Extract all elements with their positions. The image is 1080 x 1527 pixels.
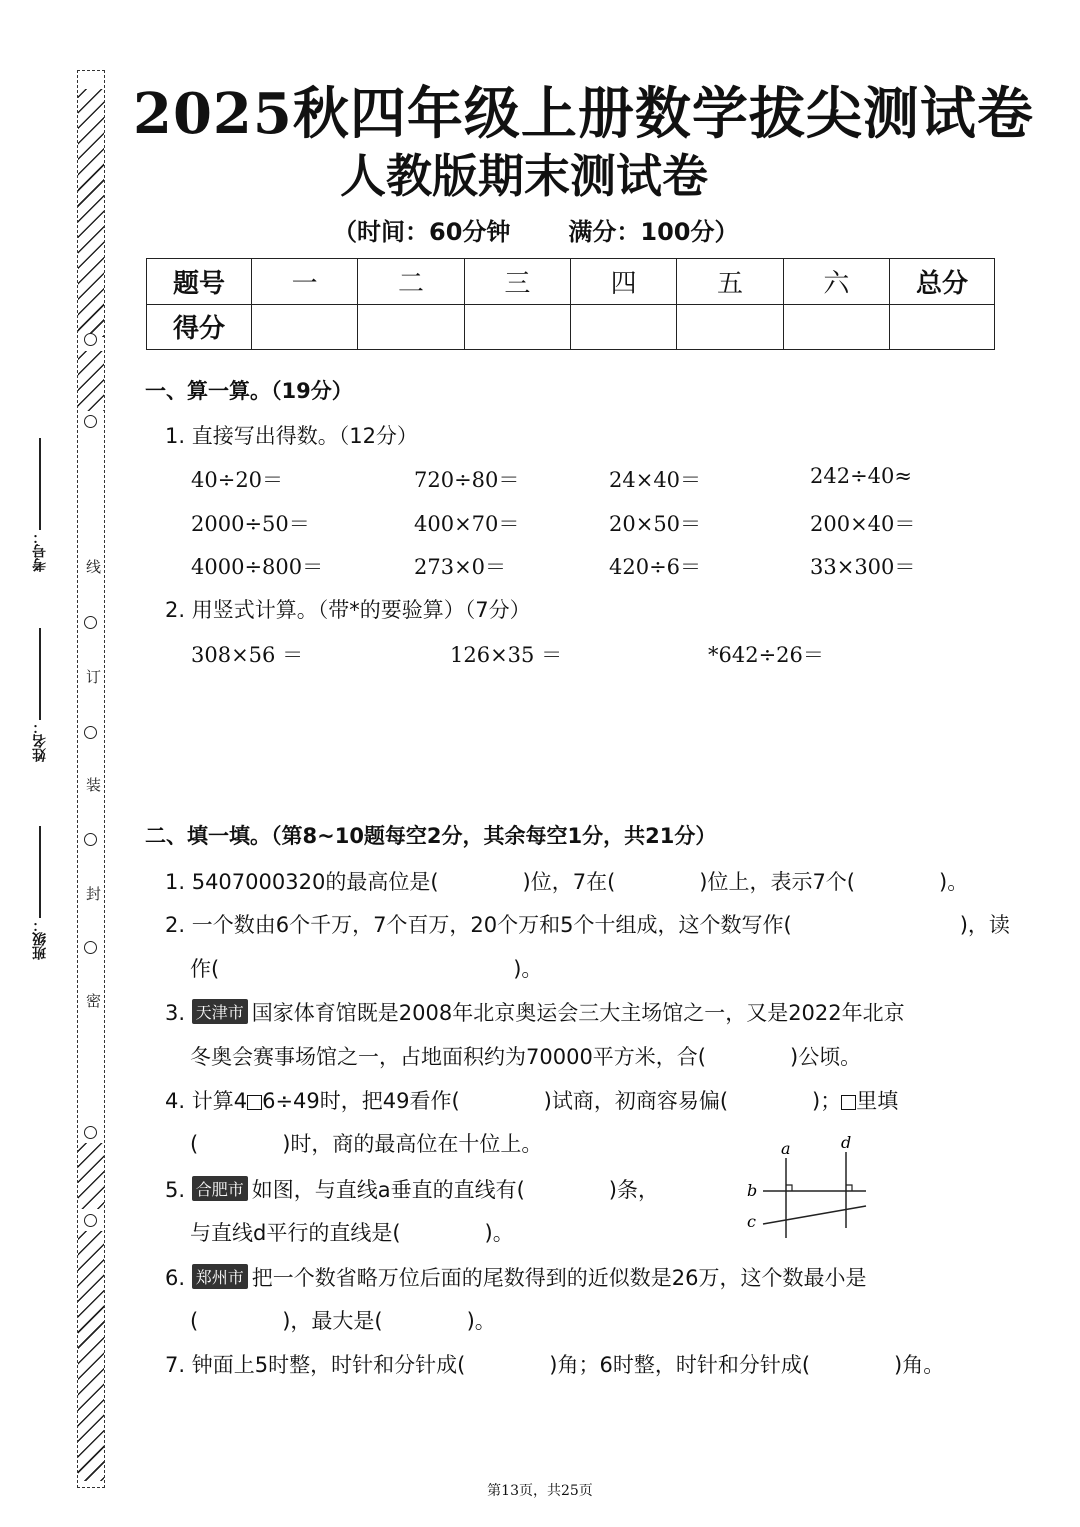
score-table-cell: 总分 [890, 259, 995, 305]
score-table-score-row [147, 304, 995, 350]
binding-hole-icon [84, 1214, 97, 1227]
oral-calc-item: 33×300＝ [810, 555, 916, 579]
right-angle-mark [846, 1185, 852, 1191]
class-label: 班级： [32, 918, 48, 960]
question-6-number: 6. [165, 1266, 186, 1290]
label-a: a [781, 1139, 791, 1158]
label-c: c [747, 1212, 756, 1231]
score-table [146, 258, 995, 350]
question-5-text: 如图，与直线a垂直的直线有( )条， [251, 1178, 660, 1202]
score-table-cell: 三 [464, 259, 570, 305]
binding-strip [77, 70, 105, 1488]
page-footer: 第13页，共25页 [487, 1483, 593, 1499]
question-3-text: 国家体育馆既是2008年北京奥运会三大主场馆之一，又是2022年北京 [251, 1001, 905, 1025]
question-3-line2: 冬奥会赛事场馆之一，占地面积约为70000平方米，合( )公顷。 [190, 1045, 862, 1069]
class-field[interactable] [30, 826, 50, 960]
right-angle-mark [786, 1185, 792, 1191]
score-table-header-row [147, 259, 995, 305]
question-3-number: 3. [165, 1001, 186, 1025]
question-4-tail: 里填 [856, 1089, 899, 1113]
binding-hole-icon [84, 833, 97, 846]
exam-title: 2025秋四年级上册数学拔尖测试卷 [133, 81, 1034, 147]
question-1: 1. 5407000320的最高位是( )位，7在( )位上，表示7个( )。 [165, 870, 969, 894]
label-b: b [747, 1181, 758, 1200]
binding-hole-icon [84, 415, 97, 428]
vertical-calc-item: 126×35 ＝ [450, 643, 563, 667]
binding-hole-icon [84, 616, 97, 629]
question-6-text: 把一个数省略万位后面的尾数得到的近似数是26万，这个数最小是 [251, 1266, 867, 1290]
region-tag-hefei: 合肥市 [192, 1176, 248, 1201]
exam-number-field[interactable] [30, 438, 50, 572]
region-tag-zhengzhou: 郑州市 [192, 1264, 248, 1289]
binding-slash-pattern [78, 89, 104, 337]
score-table-cell: 六 [783, 259, 889, 305]
seal-char: 订 [84, 669, 102, 684]
binding-hole-icon [84, 333, 97, 346]
seal-char: 装 [84, 777, 102, 792]
question-4-post: 6÷49时，把49看作( )试商，初商容易偏( )； [262, 1089, 842, 1113]
score-table-cell: 题号 [147, 259, 252, 305]
score-table-cell: 二 [358, 259, 464, 305]
score-table-cell: 四 [570, 259, 676, 305]
question-2-line1: 2. 一个数由6个千万，7个百万，20个万和5个十组成，这个数写作( )，读 [165, 913, 1010, 937]
oral-calc-item: 24×40＝ [609, 468, 702, 492]
score-row-label: 得分 [147, 304, 252, 350]
seal-char: 密 [84, 993, 102, 1008]
vertical-calc-item: 308×56 ＝ [191, 643, 304, 667]
question-6-line2: ( )，最大是( )。 [190, 1309, 496, 1333]
score-input-cell[interactable] [358, 304, 464, 350]
full-score: 满分：100分） [568, 218, 739, 246]
section1-q1-label: 1. 直接写出得数。（12分） [165, 424, 418, 448]
region-tag-tianjin: 天津市 [192, 999, 248, 1024]
question-4-pre: 4. 计算4 [165, 1089, 248, 1113]
question-5-line2: 与直线d平行的直线是( )。 [190, 1221, 514, 1245]
student-name-label: 姓名： [32, 720, 48, 762]
question-5-line1 [165, 1174, 659, 1204]
oral-calc-item: 400×70＝ [414, 512, 520, 536]
vertical-calc-item: *642÷26＝ [708, 643, 824, 667]
score-input-cell[interactable] [890, 304, 995, 350]
binding-slash-pattern [78, 351, 104, 411]
binding-hole-icon [84, 726, 97, 739]
binding-slash-pattern [78, 1143, 104, 1209]
score-table-cell: 五 [677, 259, 783, 305]
oral-calc-item: 40÷20＝ [191, 468, 284, 492]
oral-calc-item: 420÷6＝ [609, 555, 702, 579]
exam-time-info [333, 212, 739, 247]
score-input-cell[interactable] [464, 304, 570, 350]
oral-calc-item: 20×50＝ [609, 512, 702, 536]
question-3-line1 [165, 997, 905, 1027]
score-input-cell[interactable] [252, 304, 358, 350]
score-input-cell[interactable] [570, 304, 676, 350]
oral-calc-item: 242÷40≈ [810, 464, 912, 488]
oral-calc-item: 720÷80＝ [414, 468, 520, 492]
time-limit: （时间：60分钟 [333, 218, 511, 246]
question-2-line2: 作( )。 [190, 957, 543, 981]
question-4-line1 [165, 1085, 898, 1115]
exam-number-label: 考号： [32, 530, 48, 572]
question-4-line2: ( )时，商的最高位在十位上。 [190, 1132, 543, 1156]
binding-slash-pattern [78, 1231, 104, 1481]
score-table-cell: 一 [252, 259, 358, 305]
exam-subtitle: 人教版期末测试卷 [340, 149, 708, 203]
section1-q2-label: 2. 用竖式计算。（带*的要验算）（7分） [165, 598, 531, 622]
section1-heading: 一、算一算。（19分） [145, 379, 353, 403]
binding-hole-icon [84, 941, 97, 954]
oral-calc-item: 2000÷50＝ [191, 512, 310, 536]
seal-char: 线 [84, 559, 102, 574]
line-c [763, 1206, 866, 1224]
binding-hole-icon [84, 1126, 97, 1139]
seal-char: 封 [84, 886, 102, 901]
question-6-line1 [165, 1262, 866, 1292]
oral-calc-item: 4000÷800＝ [191, 555, 324, 579]
student-name-field[interactable] [30, 628, 50, 762]
question-7: 7. 钟面上5时整，时针和分针成( )角；6时整，时针和分针成( )角。 [165, 1353, 945, 1377]
section2-heading: 二、填一填。（第8~10题每空2分，其余每空1分，共21分） [145, 824, 717, 848]
blank-box-icon [841, 1095, 856, 1110]
question-5-number: 5. [165, 1178, 186, 1202]
lines-figure [738, 1130, 878, 1240]
oral-calc-item: 273×0＝ [414, 555, 507, 579]
label-d: d [841, 1133, 852, 1152]
score-input-cell[interactable] [677, 304, 783, 350]
blank-box-icon [247, 1095, 262, 1110]
score-input-cell[interactable] [783, 304, 889, 350]
oral-calc-item: 200×40＝ [810, 512, 916, 536]
